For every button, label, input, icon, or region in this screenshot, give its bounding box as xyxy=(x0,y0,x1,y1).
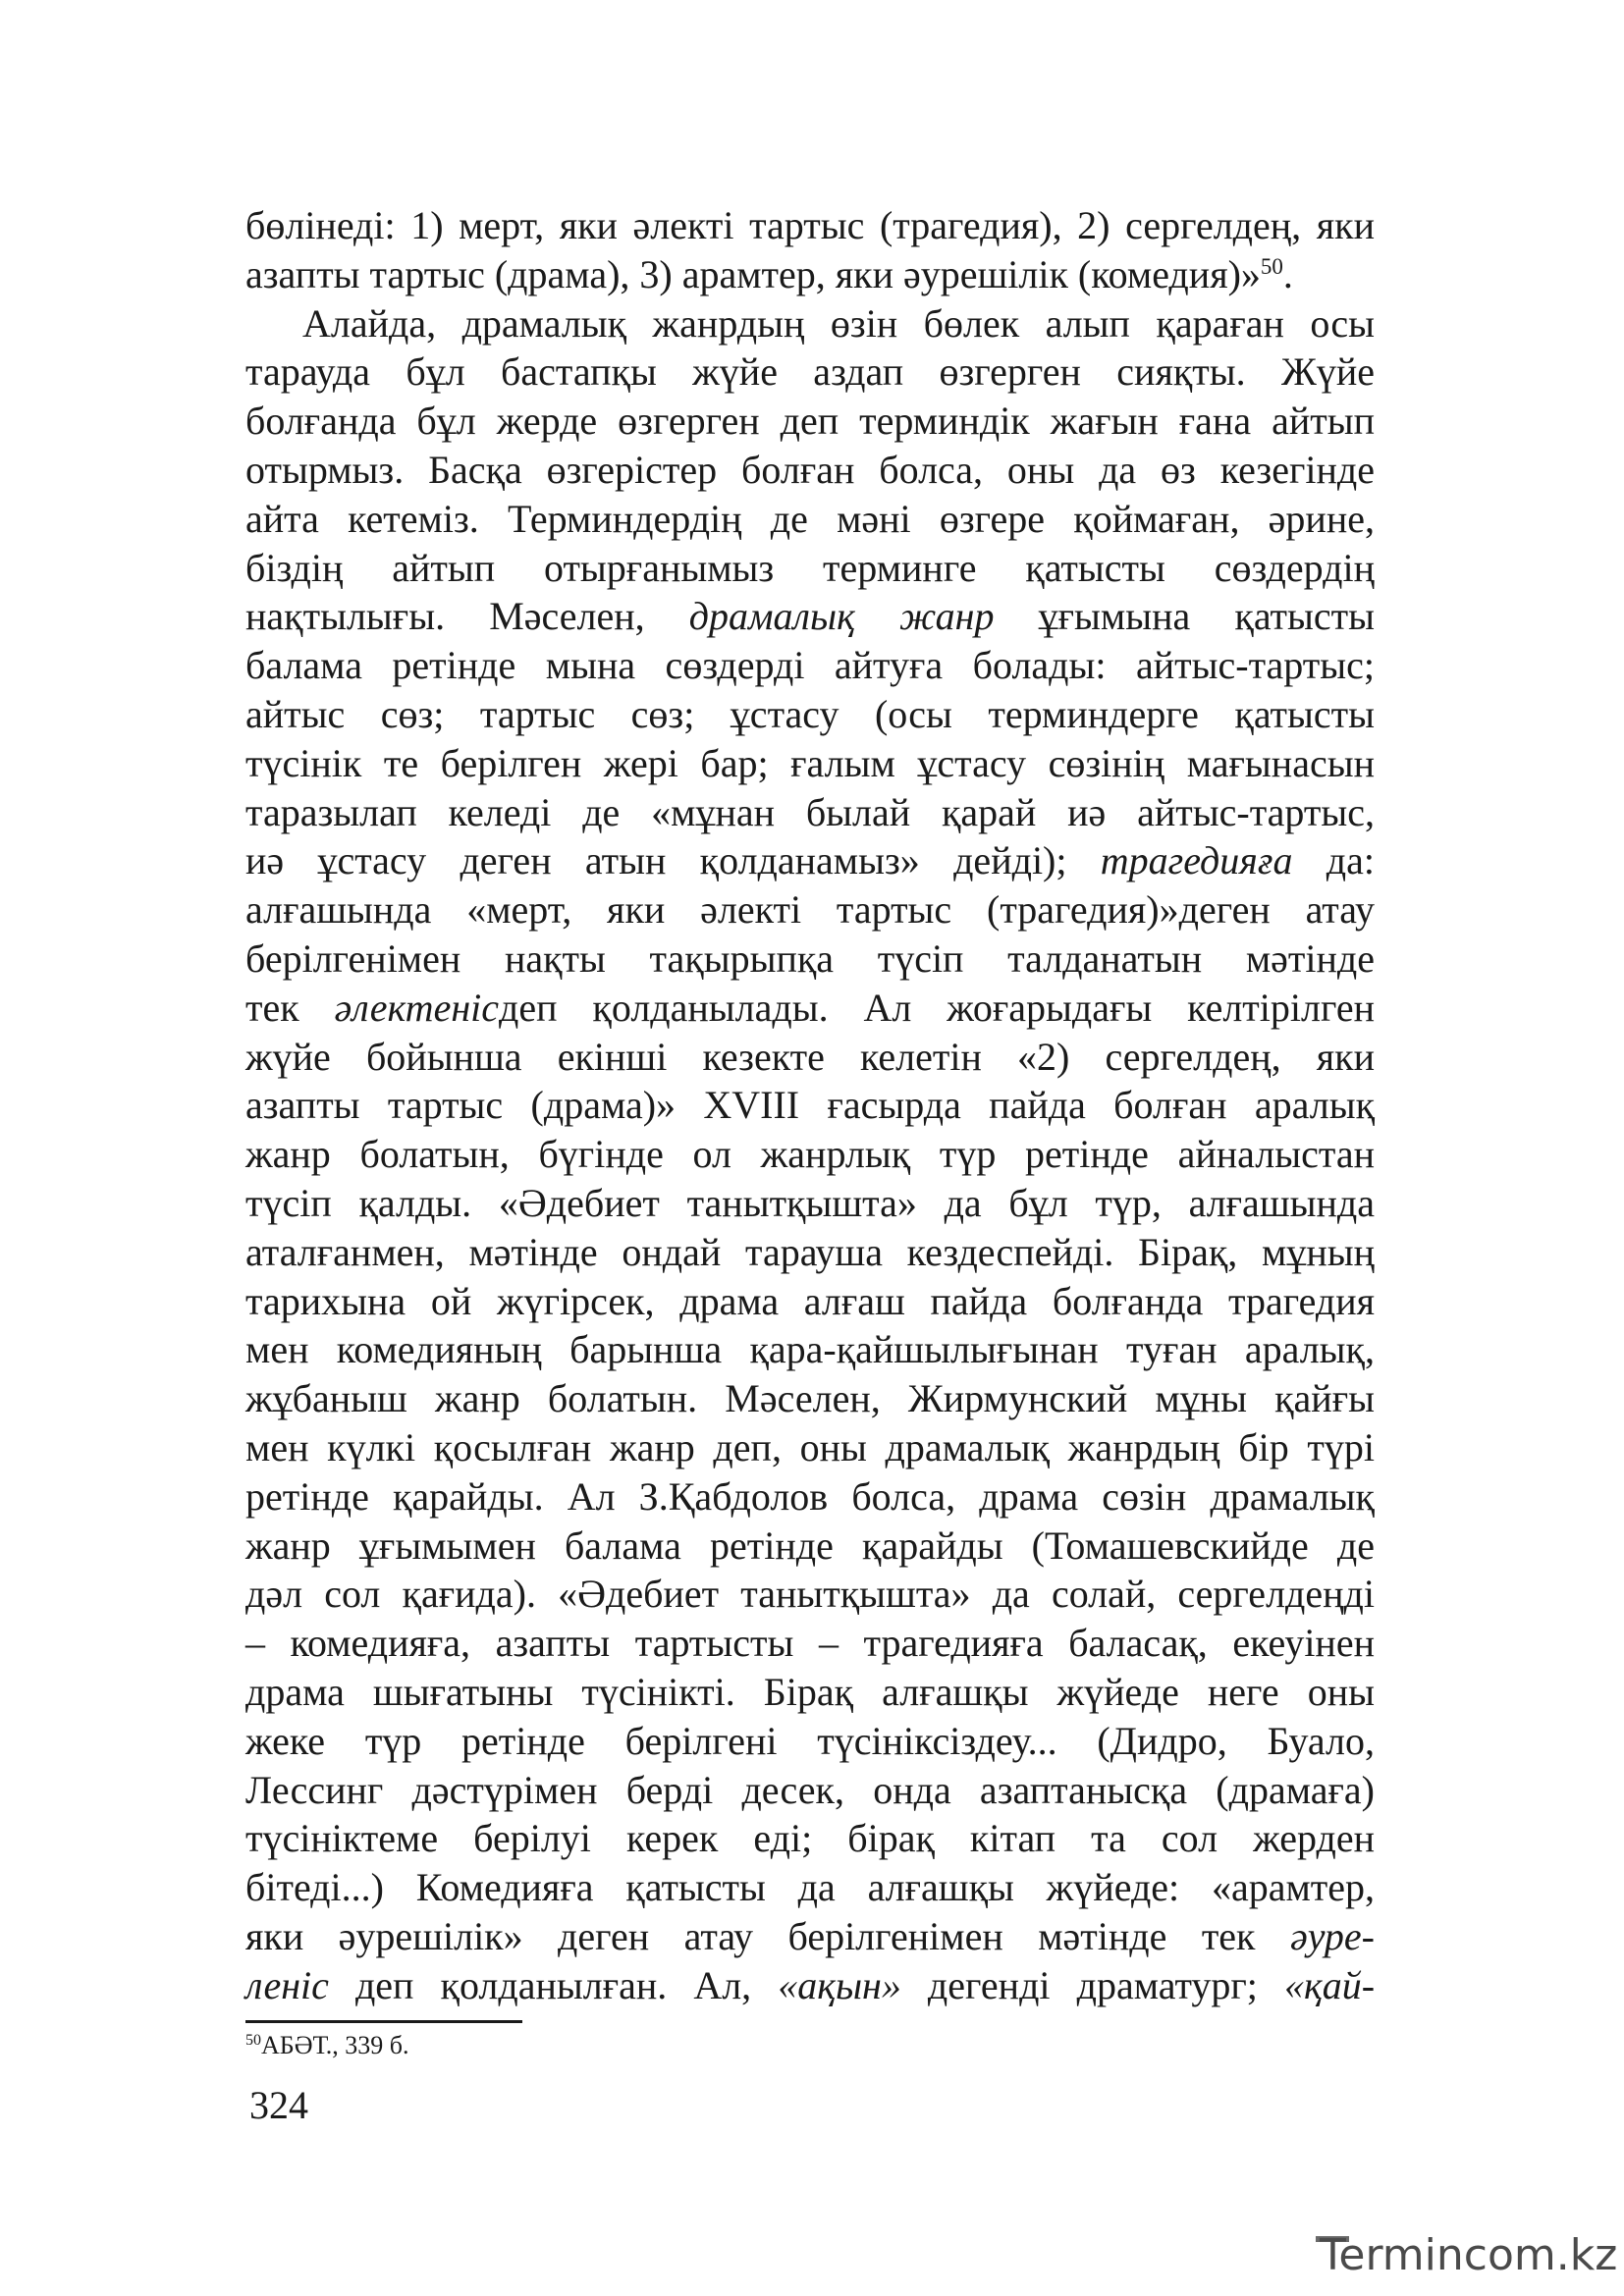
text-run: жеке түр ретінде берілгені түсініксіздеу... (Дидро, Буало, xyxy=(245,1718,1375,1763)
text-run: жұбаныш жанр болатын. Мәселен, Жирмунский мұны қайғы xyxy=(245,1376,1375,1421)
text-run: драма шығатыны түсінікті. Бірақ алғашқы жүйеде неге оны xyxy=(245,1669,1375,1714)
text-line xyxy=(245,934,1375,984)
italic-term: «ақын» xyxy=(778,1962,901,2007)
text-line xyxy=(245,1325,1375,1374)
footnote-text: АБӘТ., 339 б. xyxy=(261,2031,409,2059)
text-line xyxy=(245,1228,1375,1277)
italic-term: әлектеніс xyxy=(334,985,500,1030)
text-line xyxy=(245,739,1375,788)
text-run: айта кетеміз. Терминдердің де мәні өзгере қоймаған, әрине, xyxy=(245,496,1375,541)
text-run: ретінде қарайды. Ал З.Қабдолов болса, драма сөзін драмалық xyxy=(245,1473,1375,1519)
text-line xyxy=(245,1130,1375,1179)
text-line xyxy=(245,1374,1375,1423)
text-run: бітеді...) Комедияға қатысты да алғашқы жүйеде: «арамтер, xyxy=(245,1865,1375,1910)
text-run: иә ұстасу деген атын қолданамыз» дейді); xyxy=(245,838,1101,883)
text-run: . xyxy=(1282,251,1293,296)
text-line xyxy=(245,984,1375,1033)
text-run: дәл сол қағида). «Әдебиет танытқышта» да солай, сергелдеңді xyxy=(245,1572,1375,1617)
text-line xyxy=(245,1814,1375,1863)
footnote-number: 50 xyxy=(245,2032,261,2049)
text-run: ұғымына қатысты xyxy=(994,594,1375,639)
italic-term: әуре- xyxy=(1289,1913,1375,1958)
text-line xyxy=(245,1033,1375,1082)
text-run: дегенді драматург; xyxy=(900,1962,1284,2007)
text-line xyxy=(302,299,1375,348)
text-line xyxy=(245,1912,1375,1961)
text-run: да: xyxy=(1292,838,1375,883)
watermark-text: Termincom.kz xyxy=(1320,2230,1618,2280)
text-run: жүйе бойынша екінші кезекте келетін «2) сергелдең, яки xyxy=(245,1034,1375,1079)
text-line xyxy=(245,690,1375,739)
text-run: азапты тартыс (драма)» XVIII ғасырда пайда болған аралық xyxy=(245,1083,1375,1128)
text-line xyxy=(245,1277,1375,1326)
text-run: берілгенімен нақты тақырыпқа түсіп талданатын мәтінде xyxy=(245,935,1375,981)
watermark-logo xyxy=(1320,2226,1618,2285)
text-line xyxy=(245,885,1375,934)
text-line xyxy=(245,641,1375,690)
text-line xyxy=(245,1081,1375,1130)
text-line xyxy=(245,544,1375,593)
text-line xyxy=(245,788,1375,837)
text-line xyxy=(245,250,1375,299)
italic-term: драмалық жанр xyxy=(688,594,995,639)
text-run: жанр болатын, бүгінде ол жанрлық түр ретінде айналыстан xyxy=(245,1132,1375,1177)
text-run: бөлінеді: 1) мерт, яки әлекті тартыс (трагедия), 2) сергелдең, яки xyxy=(245,203,1375,247)
text-run: яки әурешілік» деген атау берілгенімен мәтінде тек xyxy=(245,1913,1290,1958)
text-line xyxy=(245,1766,1375,1815)
text-line xyxy=(245,1472,1375,1522)
text-line xyxy=(245,1619,1375,1668)
text-run: болғанда бұл жерде өзгерген деп терминдік жағын ғана айтып xyxy=(245,399,1375,444)
text-run: нақтылығы. Мәселен, xyxy=(245,594,689,639)
text-run: түсінік те берілген жері бар; ғалым ұстасу сөзінің мағынасын xyxy=(245,740,1375,785)
italic-term: леніс xyxy=(245,1962,329,2007)
text-run: Лессинг дәстүрімен берді десек, онда азаптанысқа (драмаға) xyxy=(245,1767,1375,1812)
footnote xyxy=(245,2030,409,2061)
page-body xyxy=(245,201,1375,2009)
text-line xyxy=(245,201,1375,250)
text-run: азапты тартыс (драма), 3) арамтер, яки әурешілік (комедия)» xyxy=(245,251,1261,296)
text-run: мен комедияның барынша қара-қайшылығынан туған аралық, xyxy=(245,1327,1375,1372)
text-run: түсіп қалды. «Әдебиет танытқышта» да бұл түр, алғашында xyxy=(245,1180,1375,1225)
text-run: тарихына ой жүгірсек, драма алғаш пайда болғанда трагедия xyxy=(245,1278,1375,1323)
text-line xyxy=(245,836,1375,885)
text-run: түсініктеме берілуі керек еді; бірақ кітап та сол жерден xyxy=(245,1816,1375,1861)
text-line xyxy=(245,1179,1375,1228)
text-run: алғашында «мерт, яки әлекті тартыс (трагедия)»деген атау xyxy=(245,887,1375,933)
text-line xyxy=(245,1717,1375,1766)
text-run: мен күлкі қосылған жанр деп, оны драмалық жанрдың бір түрі xyxy=(245,1424,1375,1469)
text-line xyxy=(245,1961,1375,2010)
text-line xyxy=(245,1863,1375,1912)
text-line xyxy=(245,495,1375,544)
text-line xyxy=(245,1522,1375,1571)
text-line xyxy=(245,397,1375,446)
text-run: Алайда, драмалық жанрдың өзін бөлек алып қараған осы xyxy=(302,300,1375,346)
italic-term: трагедияға xyxy=(1100,838,1293,883)
text-line xyxy=(245,1423,1375,1472)
text-line xyxy=(245,1570,1375,1619)
text-run: деп қолданылған. Ал, xyxy=(328,1962,779,2007)
footnote-ref: 50 xyxy=(1260,253,1283,279)
text-line xyxy=(245,592,1375,641)
page-number: 324 xyxy=(249,2083,308,2127)
text-run: отырмыз. Басқа өзгерістер болған болса, оны да өз кезегінде xyxy=(245,447,1375,492)
text-run: деп қолданылады. Ал жоғарыдағы келтірілген xyxy=(499,985,1375,1030)
text-line xyxy=(245,446,1375,495)
text-run: тек xyxy=(245,985,335,1030)
text-line xyxy=(245,1668,1375,1717)
italic-term: «қай- xyxy=(1283,1962,1376,2007)
text-line xyxy=(245,347,1375,397)
text-run: айтыс сөз; тартыс сөз; ұстасу (осы терминдерге қатысты xyxy=(245,691,1375,736)
text-run: біздің айтып отырғанымыз терминге қатысты сөздердің xyxy=(245,545,1375,590)
text-run: аталғанмен, мәтінде ондай тарауша кездеспейді. Бірақ, мұның xyxy=(245,1229,1375,1274)
text-run: балама ретінде мына сөздерді айтуға болады: айтыс-тартыс; xyxy=(245,643,1375,688)
text-run: – комедияға, азапты тартысты – трагедияға баласақ, екеуінен xyxy=(245,1621,1375,1666)
text-run: жанр ұғымымен балама ретінде қарайды (Томашевскийде де xyxy=(245,1522,1375,1568)
text-run: таразылап келеді де «мұнан былай қарай иә айтыс-тартыс, xyxy=(245,789,1375,834)
footnote-rule xyxy=(245,2020,522,2023)
text-run: тарауда бұл бастапқы жүйе аздап өзгерген сияқты. Жүйе xyxy=(245,349,1375,395)
